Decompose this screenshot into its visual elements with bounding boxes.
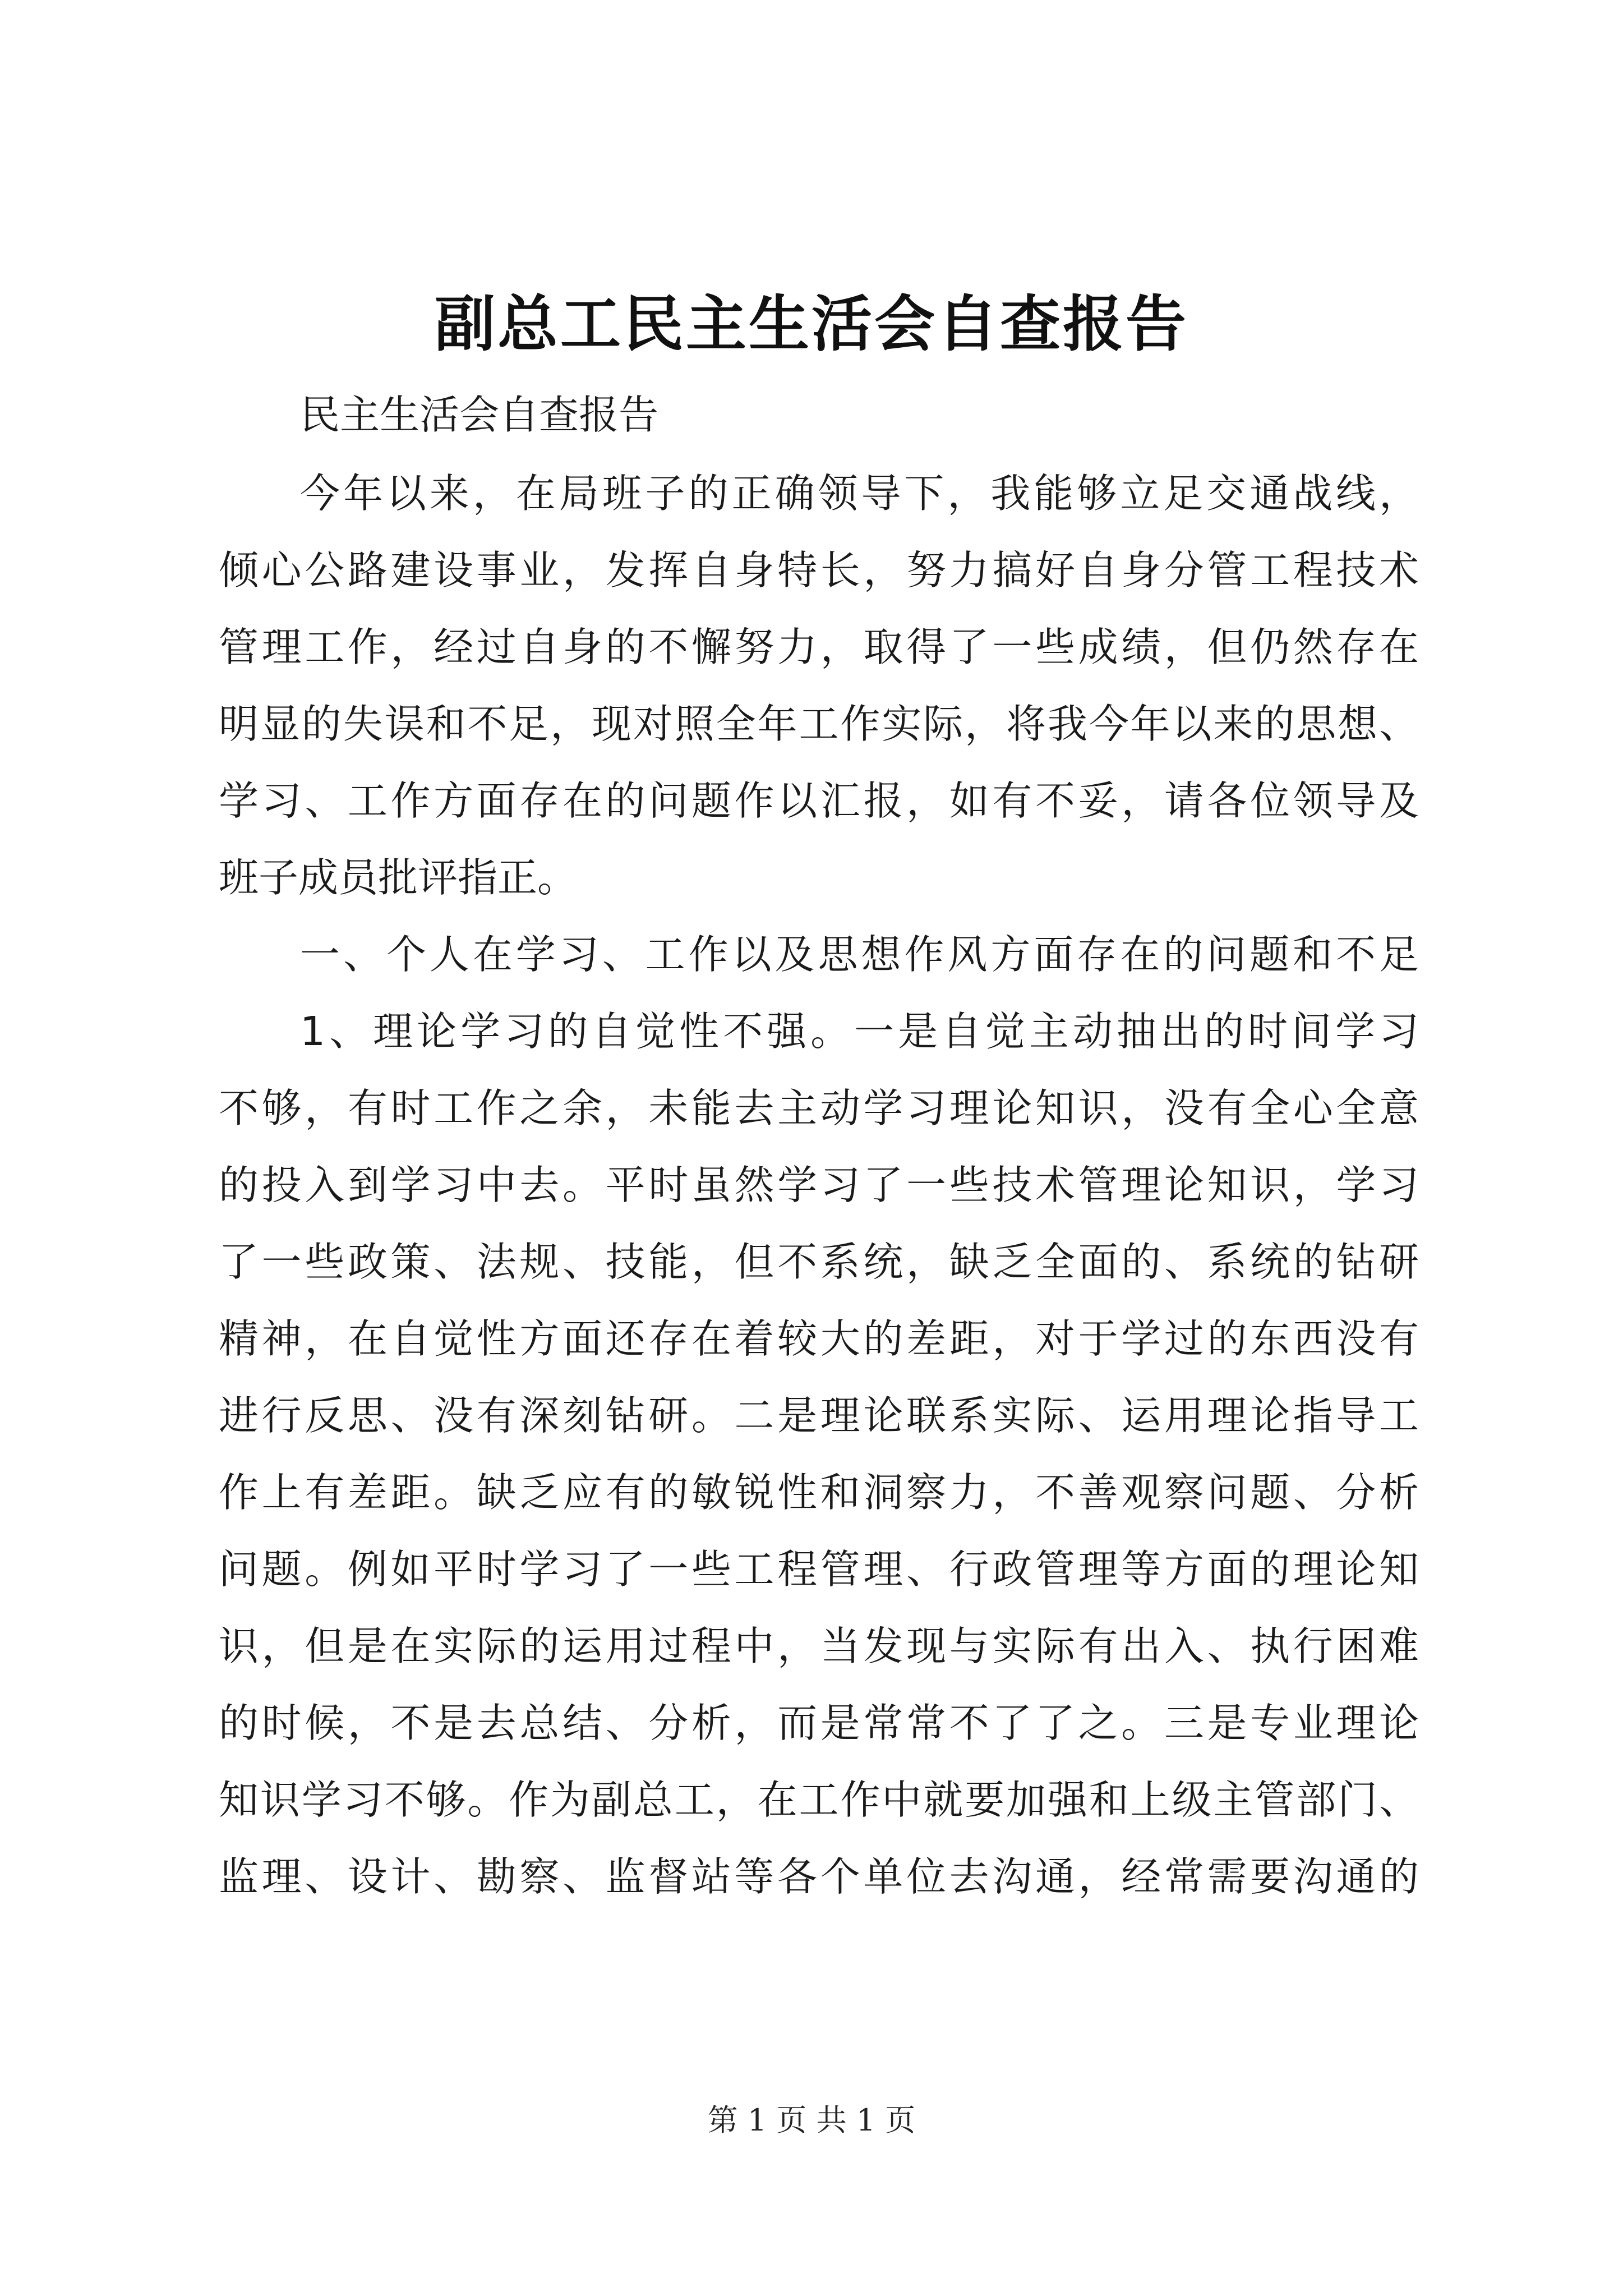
paragraph-line: 倾心公路建设事业，发挥自身特长，努力搞好自身分管工程技术 [219,547,1419,593]
paragraph-line: 识，但是在实际的运用过程中，当发现与实际有出入、执行困难 [219,1623,1419,1669]
paragraph-line: 的投入到学习中去。平时虽然学习了一些技术管理论知识，学习 [219,1162,1419,1208]
document-title: 副总工民主生活会自查报告 [434,289,1188,360]
section-heading: 一、个人在学习、工作以及思想作风方面存在的问题和不足 [300,931,1419,978]
paragraph-line: 进行反思、没有深刻钻研。二是理论联系实际、运用理论指导工 [219,1392,1419,1439]
paragraph-line: 问题。例如平时学习了一些工程管理、行政管理等方面的理论知 [219,1546,1419,1593]
paragraph-line: 管理工作，经过自身的不懈努力，取得了一些成绩，但仍然存在 [219,624,1419,670]
paragraph-line: 今年以来，在局班子的正确领导下，我能够立足交通战线， [300,470,1419,517]
paragraph-line: 的时候，不是去总结、分析，而是常常不了了之。三是专业理论 [219,1700,1419,1746]
paragraph-line: 明显的失误和不足，现对照全年工作实际，将我今年以来的思想、 [219,701,1419,747]
paragraph-line: 知识学习不够。作为副总工，在工作中就要加强和上级主管部门、 [219,1777,1419,1823]
paragraph-line: 监理、设计、勘察、监督站等各个单位去沟通，经常需要沟通的 [219,1853,1419,1900]
paragraph-line: 了一些政策、法规、技能，但不系统，缺乏全面的、系统的钻研 [219,1239,1419,1285]
paragraph-line: 班子成员批评指正。 [219,854,578,901]
page-footer: 第 1 页 共 1 页 [707,2102,916,2138]
paragraph-line: 1、理论学习的自觉性不强。一是自觉主动抽出的时间学习 [300,1008,1419,1055]
paragraph-line: 作上有差距。缺乏应有的敏锐性和洞察力，不善观察问题、分析 [219,1469,1419,1516]
subtitle-line: 民主生活会自查报告 [300,392,659,438]
paragraph-line: 精神，在自觉性方面还存在着较大的差距，对于学过的东西没有 [219,1315,1419,1362]
paragraph-line: 学习、工作方面存在的问题作以汇报，如有不妥，请各位领导及 [219,777,1419,824]
paragraph-line: 不够，有时工作之余，未能去主动学习理论知识，没有全心全意 [219,1085,1419,1131]
